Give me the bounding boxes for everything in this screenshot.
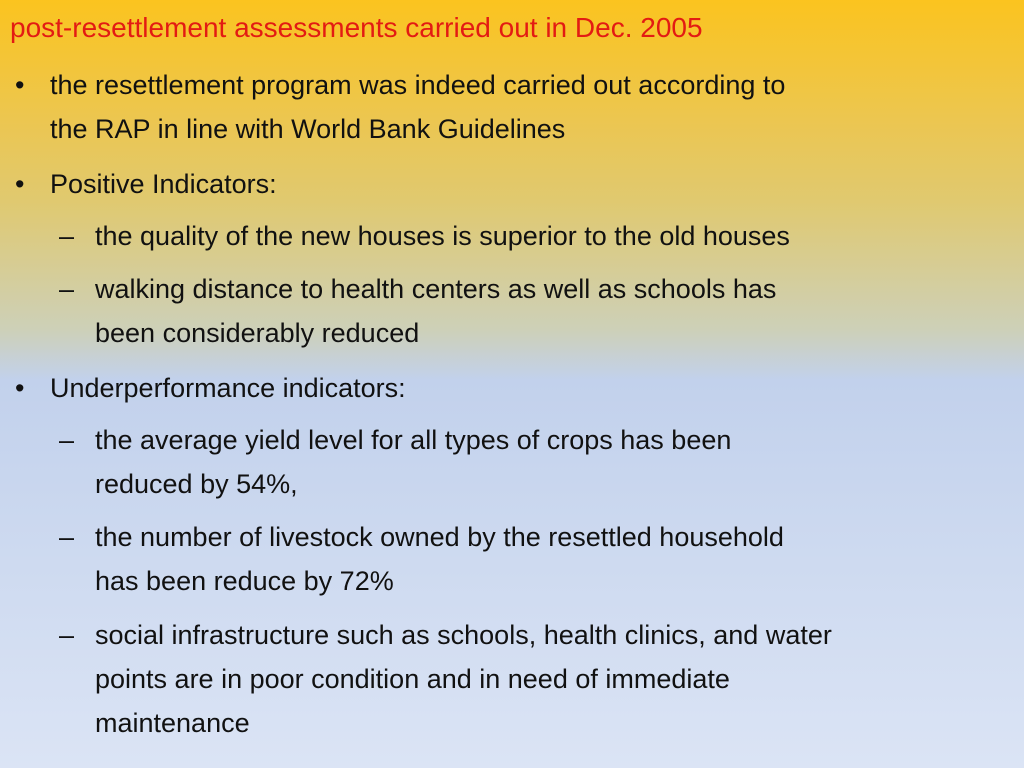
bullet-item-underperformance-indicators	[15, 366, 406, 410]
sub-item-line: maintenance	[95, 708, 250, 738]
dash-marker: –	[59, 274, 75, 304]
dash-marker: –	[59, 425, 75, 455]
sub-item-line: reduced by 54%,	[95, 469, 298, 499]
sub-item-line: walking distance to health centers as well as schools has	[95, 274, 777, 304]
bullet-marker: •	[15, 373, 25, 403]
bullet-marker: •	[15, 70, 25, 100]
bullet-item-resettlement-program	[15, 63, 786, 151]
sub-item-line: points are in poor condition and in need of immediate	[95, 664, 730, 694]
sub-item-line: the number of livestock owned by the resettled household	[95, 522, 784, 552]
slide-title: post-resettlement assessments carried out in Dec. 2005	[10, 12, 703, 43]
bullet-line: the resettlement program was indeed carried out according to	[50, 70, 786, 100]
bullet-line: Underperformance indicators:	[50, 373, 406, 403]
bullet-item-positive-indicators	[15, 162, 277, 206]
sub-item-line: social infrastructure such as schools, health clinics, and water	[95, 620, 832, 650]
sub-item-crop-yield	[59, 418, 732, 506]
sub-item-social-infrastructure	[59, 613, 832, 745]
dash-marker: –	[59, 522, 75, 552]
bullet-marker: •	[15, 169, 25, 199]
sub-item-line: the average yield level for all types of crops has been	[95, 425, 732, 455]
dash-marker: –	[59, 620, 75, 650]
sub-item-walking-distance	[59, 267, 777, 355]
sub-item-livestock	[59, 515, 784, 603]
bullet-line: Positive Indicators:	[50, 169, 277, 199]
sub-item-line: has been reduce by 72%	[95, 566, 394, 596]
sub-item-line: been considerably reduced	[95, 318, 420, 348]
dash-marker: –	[59, 221, 75, 251]
sub-item-line: the quality of the new houses is superior to the old houses	[95, 221, 790, 251]
sub-item-house-quality	[59, 214, 790, 258]
bullet-line: the RAP in line with World Bank Guidelines	[50, 114, 566, 144]
